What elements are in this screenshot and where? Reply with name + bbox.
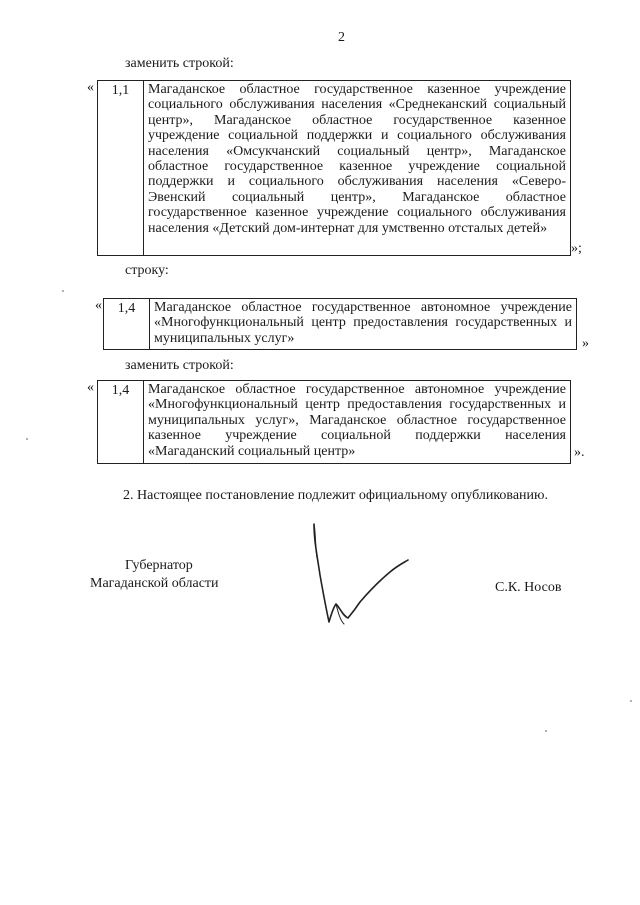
row-number-1: 1,1 [98,81,144,255]
open-quote-2: « [95,298,102,313]
replace-label-2: заменить строкой: [125,358,234,373]
row-number-2: 1,4 [104,299,150,349]
replace-label-1: заменить строкой: [125,56,234,71]
handwritten-signature [300,520,430,650]
signatory-title-line-2: Магаданской области [90,576,219,591]
row-number-3: 1,4 [98,381,144,463]
line-label: строку: [125,263,169,278]
scan-speck [630,700,632,702]
row-text-3: Магаданское областное государственное автономное учреждение «Многофункциональный центр предоставления государственных и муниципальных услуг», Магаданское областное государственное казенное учреждение социальной поддержки населения «Магаданский социальный центр» [148,382,566,459]
row-text-2: Магаданское областное государственное автономное учреждение «Многофункциональный центр предоставления государственных и муниципальных услуг» [154,300,572,346]
table-row-3 [97,380,571,464]
row-text-1: Магаданское областное государственное казенное учреждение социального обслуживания населения «Среднеканский социальный центр», Магаданское областное государственное казенное учреждение социальной поддержки и социального обслуживания населения «Омсукчанский социальный центр», Магаданское областное государственное казенное учреждение социальной поддержки и социального обслуживания населения «Северо-Эвенский социальный центр», Магаданское областное государственное казенное учреждение социального обслуживания населения «Детский дом-интернат для умственно отсталых детей» [148,82,566,236]
scan-speck [62,290,64,292]
scan-speck [545,730,547,732]
open-quote-1: « [87,80,94,95]
close-quote-1: »; [571,241,582,256]
signatory-title-line-1: Губернатор [125,558,193,573]
scan-speck [26,438,28,440]
close-quote-2: » [582,336,589,351]
open-quote-3: « [87,380,94,395]
close-quote-3: ». [574,445,585,460]
point-2-text: 2. Настоящее постановление подлежит официальному опубликованию. [123,488,548,503]
table-row-2 [103,298,577,350]
table-row-1 [97,80,571,256]
page-number: 2 [338,30,345,45]
signatory-name: С.К. Носов [495,580,562,595]
